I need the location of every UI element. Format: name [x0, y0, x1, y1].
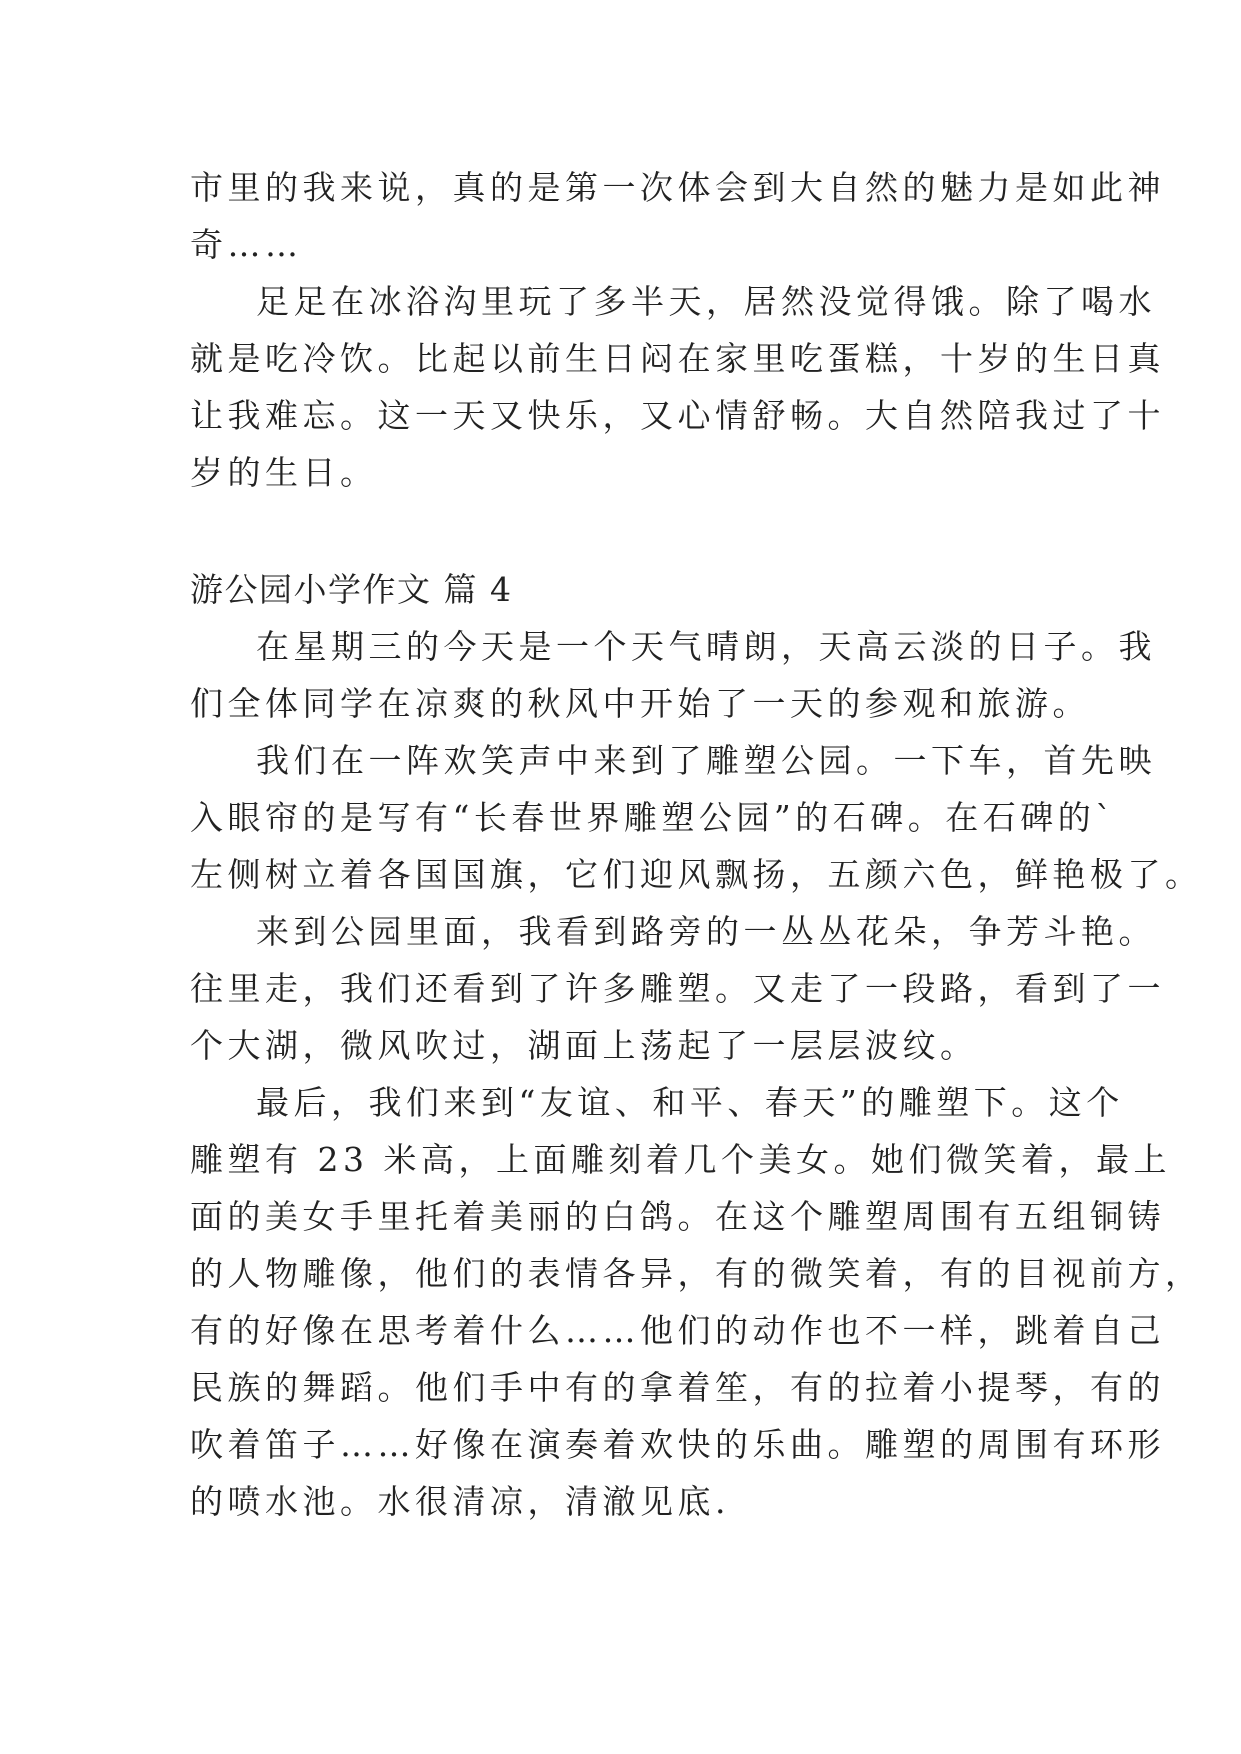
text-line: 有的好像在思考着什么……他们的动作也不一样，跳着自己: [190, 1311, 1165, 1350]
text-line: 最后，我们来到“友谊、和平、春天”的雕塑下。这个: [256, 1083, 1124, 1122]
text-line: 奇……: [190, 225, 303, 264]
text-line: 雕塑有 23 米高，上面雕刻着几个美女。她们微笑着，最上: [190, 1140, 1171, 1179]
text-line: 足足在冰浴沟里玩了多半天，居然没觉得饿。除了喝水: [256, 282, 1156, 321]
text-line: 在星期三的今天是一个天气晴朗，天高云淡的日子。我: [256, 627, 1156, 666]
text-line: 让我难忘。这一天又快乐，又心情舒畅。大自然陪我过了十: [190, 396, 1165, 435]
text-line: 们全体同学在凉爽的秋风中开始了一天的参观和旅游。: [190, 684, 1090, 723]
text-line: 个大湖，微风吹过，湖面上荡起了一层层波纹。: [190, 1026, 978, 1065]
section-heading: 游公园小学作文 篇 4: [190, 570, 513, 609]
text-line: 的人物雕像，他们的表情各异，有的微笑着，有的目视前方，: [190, 1254, 1203, 1293]
text-line: 我们在一阵欢笑声中来到了雕塑公园。一下车，首先映: [256, 741, 1156, 780]
text-line: 入眼帘的是写有“长春世界雕塑公园”的石碑。在石碑的`: [190, 798, 1117, 837]
text-line: 往里走，我们还看到了许多雕塑。又走了一段路，看到了一: [190, 969, 1165, 1008]
text-line: 民族的舞蹈。他们手中有的拿着笙，有的拉着小提琴，有的: [190, 1368, 1165, 1407]
text-line: 就是吃冷饮。比起以前生日闷在家里吃蛋糕，十岁的生日真: [190, 339, 1165, 378]
text-line: 的喷水池。水很清凉，清澈见底.: [190, 1482, 730, 1521]
text-line: 吹着笛子……好像在演奏着欢快的乐曲。雕塑的周围有环形: [190, 1425, 1165, 1464]
text-line: 市里的我来说，真的是第一次体会到大自然的魅力是如此神: [190, 168, 1165, 207]
text-line: 岁的生日。: [190, 453, 378, 492]
text-line: 面的美女手里托着美丽的白鸽。在这个雕塑周围有五组铜铸: [190, 1197, 1165, 1236]
text-line: 左侧树立着各国国旗，它们迎风飘扬，五颜六色，鲜艳极了。: [190, 855, 1203, 894]
text-line: 来到公园里面，我看到路旁的一丛丛花朵，争芳斗艳。: [256, 912, 1156, 951]
